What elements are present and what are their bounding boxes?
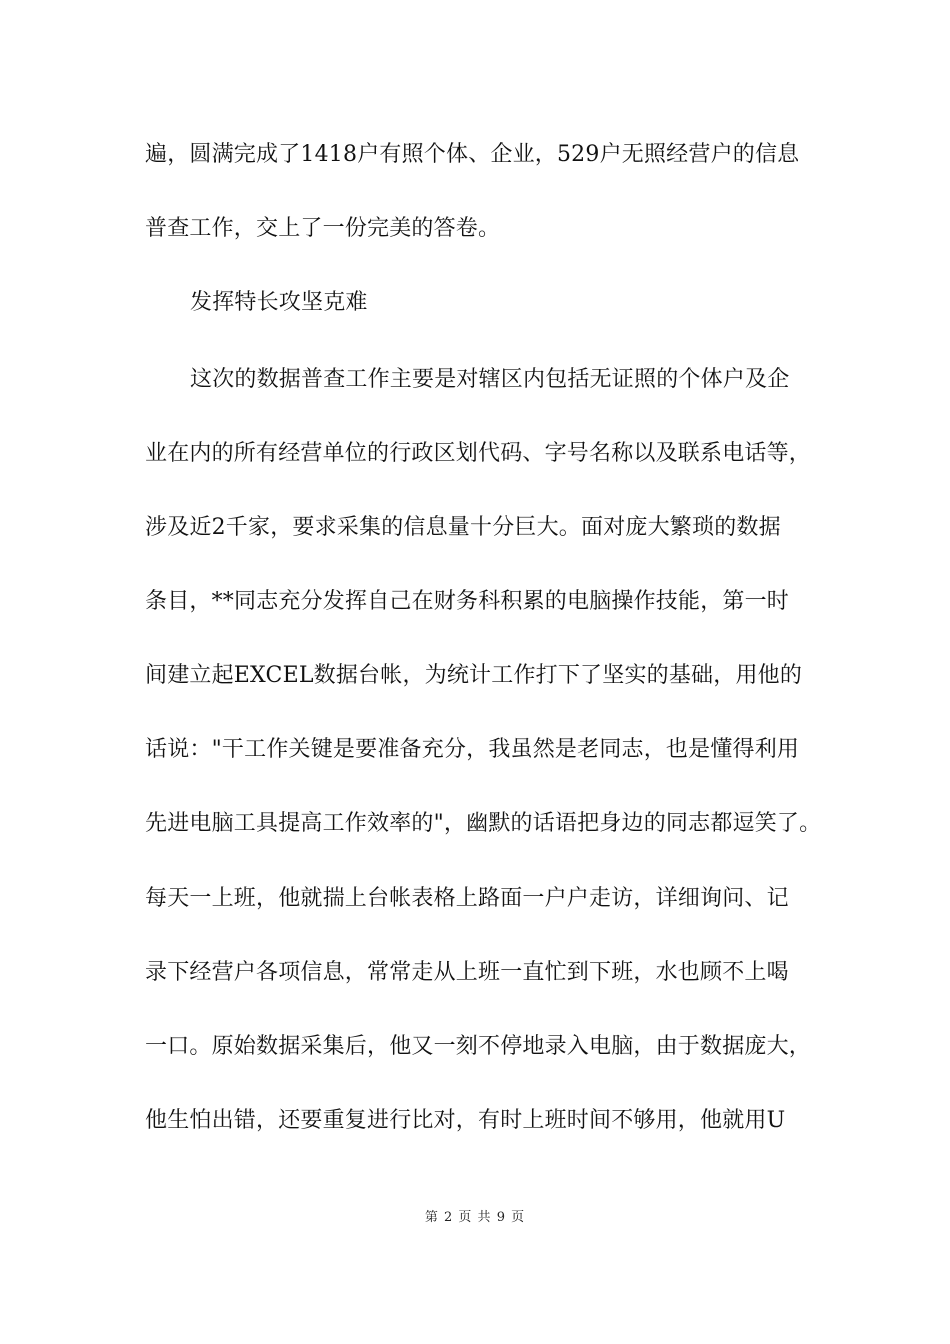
text-line-13: 一口。原始数据采集后，他又一刻不停地录入电脑，由于数据庞大， xyxy=(145,1034,812,1059)
page-number-footer: 第 2 页 共 9 页 xyxy=(424,1210,526,1225)
text-line-2: 普查工作，交上了一份完美的答卷。 xyxy=(145,216,501,241)
text-line-5: 业在内的所有经营单位的行政区划代码、字号名称以及联系电话等， xyxy=(145,441,812,466)
section-heading: 发挥特长攻坚克难 xyxy=(190,290,368,315)
text-line-1: 遍，圆满完成了1418户有照个体、企业，529户无照经营户的信息 xyxy=(145,142,800,167)
text-line-14: 他生怕出错，还要重复进行比对，有时上班时间不够用，他就用U xyxy=(145,1108,786,1133)
text-line-10: 先进电脑工具提高工作效率的"，幽默的话语把身边的同志都逗笑了。 xyxy=(145,811,822,836)
text-line-4: 这次的数据普查工作主要是对辖区内包括无证照的个体户及企 xyxy=(190,367,790,392)
text-line-9: 话说："干工作关键是要准备充分，我虽然是老同志，也是懂得利用 xyxy=(145,737,800,762)
text-line-7: 条目，**同志充分发挥自己在财务科积累的电脑操作技能，第一时 xyxy=(145,589,790,614)
text-line-11: 每天一上班，他就揣上台帐表格上路面一户户走访，详细询问、记 xyxy=(145,886,789,911)
text-line-12: 录下经营户各项信息，常常走从上班一直忙到下班，水也顾不上喝 xyxy=(145,960,789,985)
text-line-8: 间建立起EXCEL数据台帐，为统计工作打下了坚实的基础，用他的 xyxy=(145,663,803,688)
text-line-6: 涉及近2千家，要求采集的信息量十分巨大。面对庞大繁琐的数据 xyxy=(145,515,781,540)
